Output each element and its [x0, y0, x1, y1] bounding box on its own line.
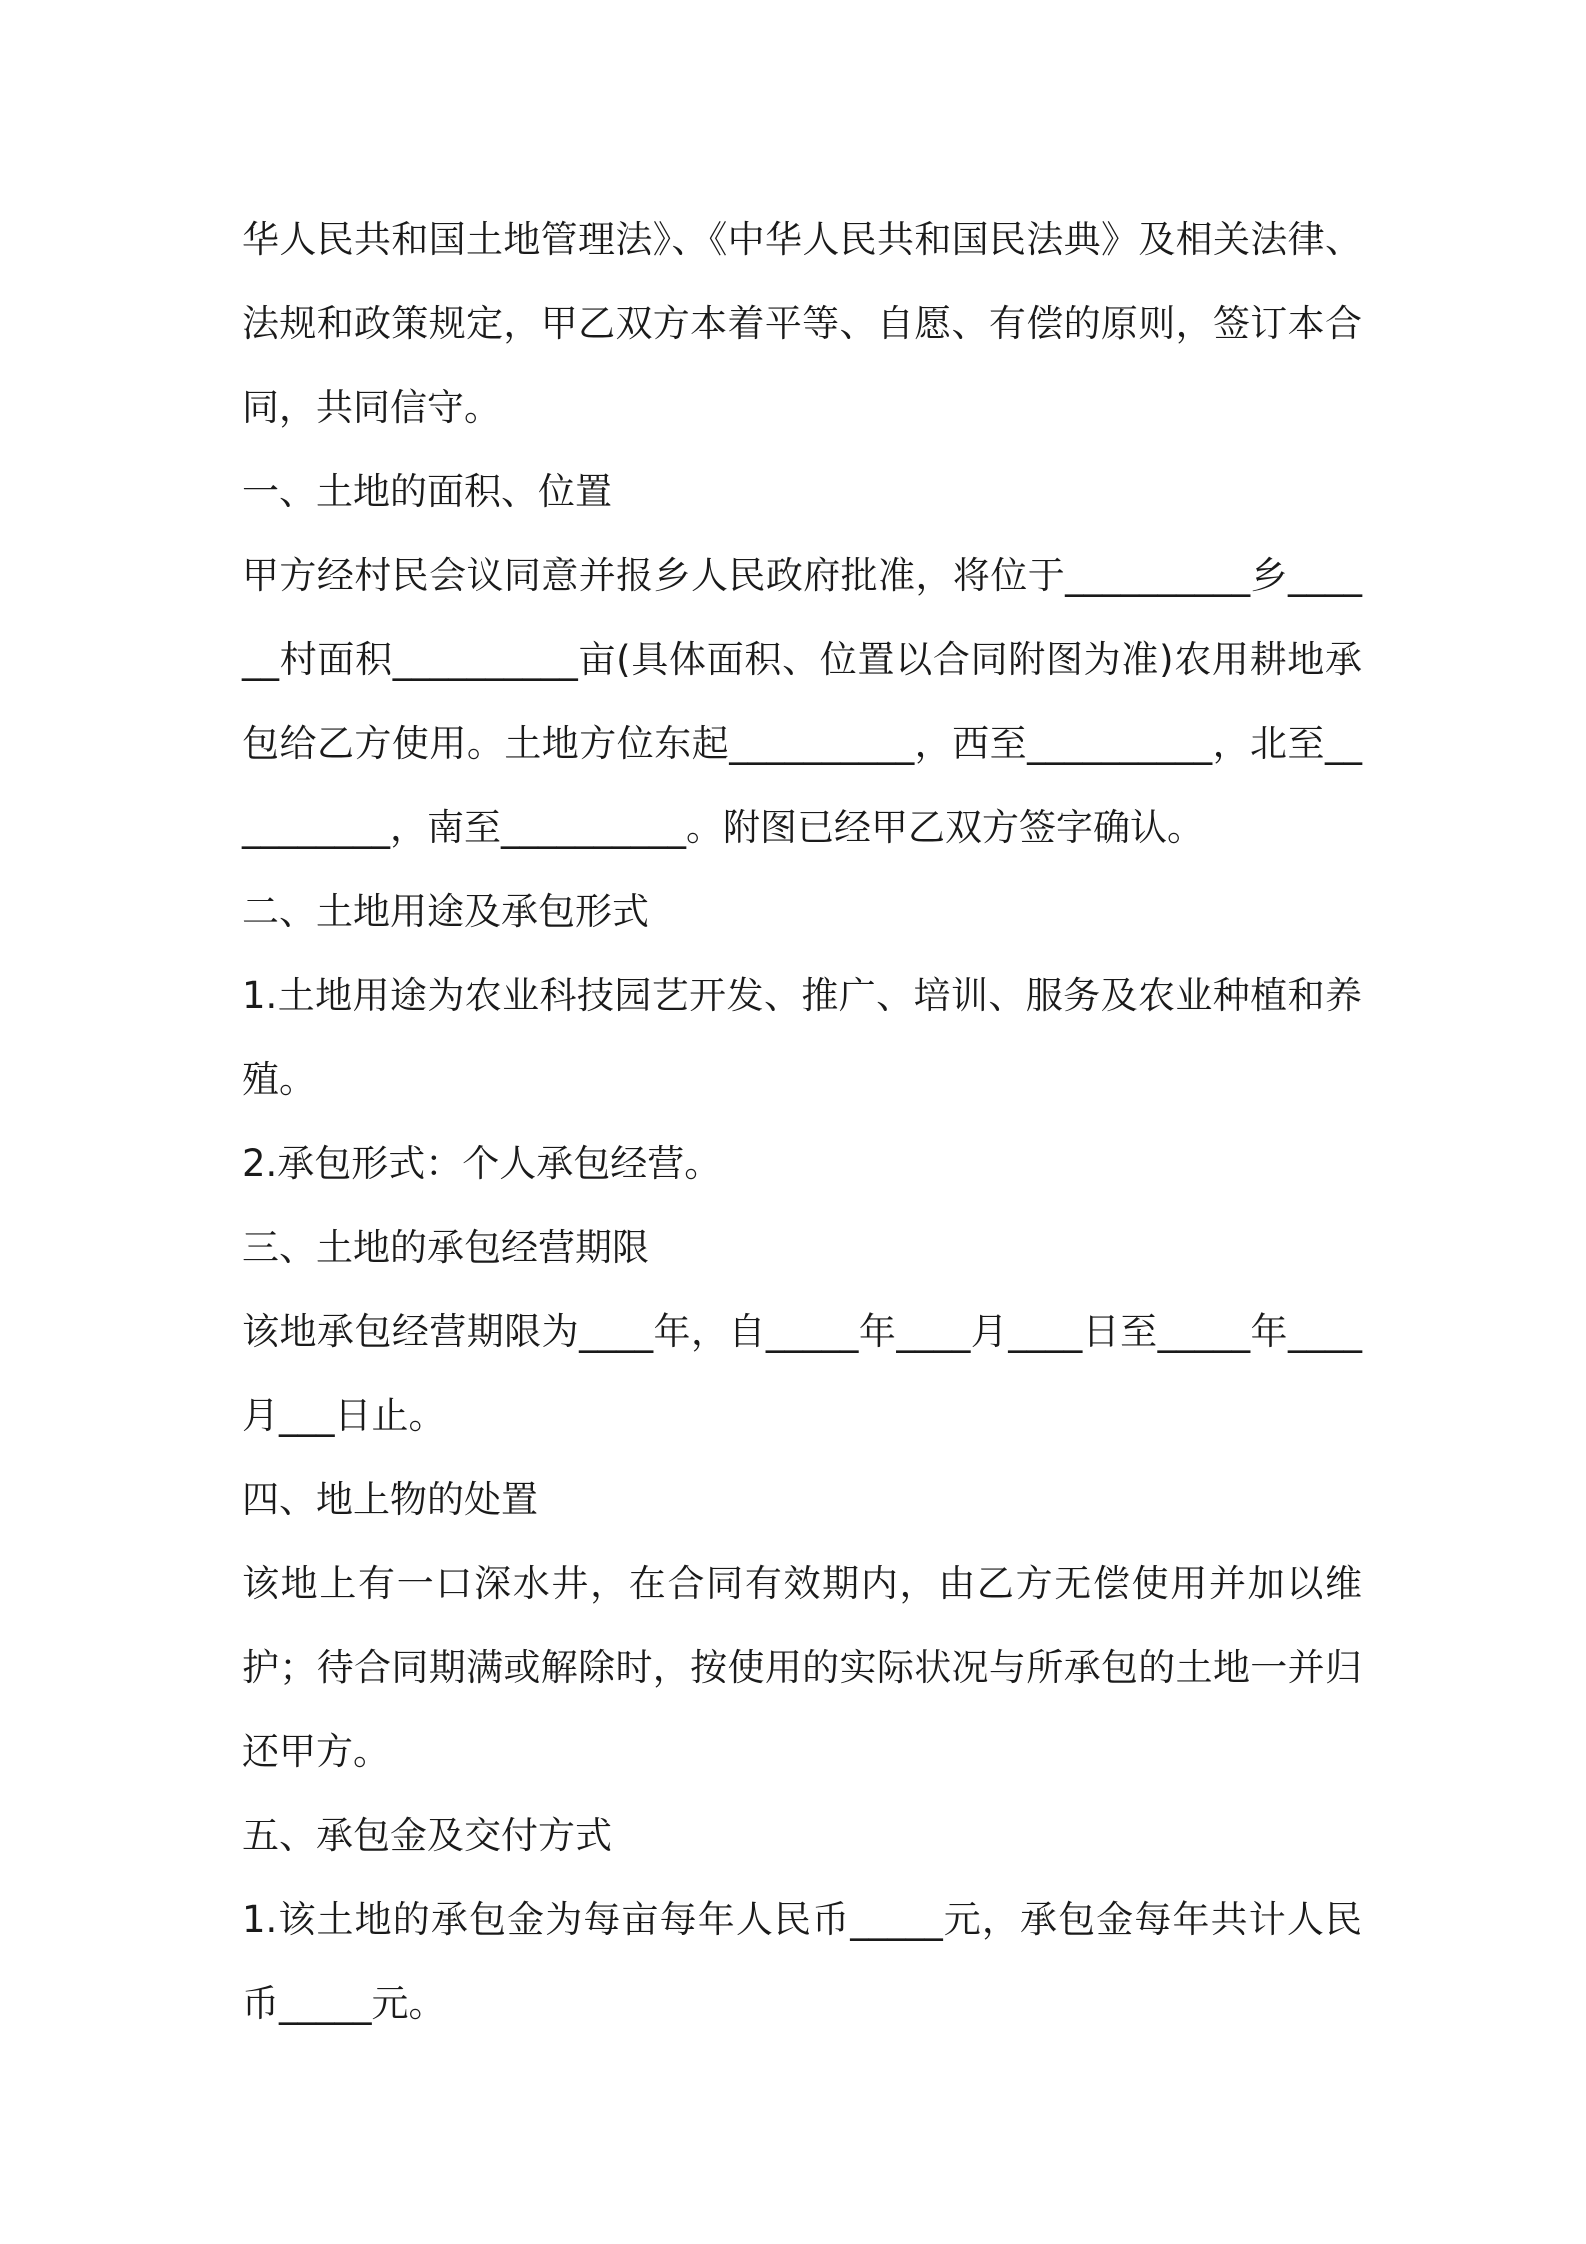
paragraph-contract-term: 该地承包经营期限为____年，自_____年____月____日至_____年____月___日止。	[242, 1310, 1362, 1437]
heading-section-3: 三、土地的承包经营期限	[242, 1226, 649, 1269]
heading-section-2: 二、土地用途及承包形式	[242, 890, 649, 933]
heading-section-5: 五、承包金及交付方式	[242, 1814, 612, 1857]
paragraph-contract-fee: 1.该土地的承包金为每亩每年人民币_____元，承包金每年共计人民币_____元。	[242, 1898, 1362, 2025]
paragraph-land-area-location: 甲方经村民会议同意并报乡人民政府批准，将位于__________乡______村面积__________亩(具体面积、位置以合同附图为准)农用耕地承包给乙方使用。土地方位东起__________，西至__________，北至__________，南至__________。附图已经甲乙双方签字确认。	[242, 554, 1362, 849]
paragraph-well-disposal: 该地上有一口深水井，在合同有效期内，由乙方无偿使用并加以维护；待合同期满或解除时，按使用的实际状况与所承包的土地一并归还甲方。	[242, 1562, 1362, 1773]
heading-section-1: 一、土地的面积、位置	[242, 470, 612, 513]
paragraph-contract-form: 2.承包形式：个人承包经营。	[242, 1142, 722, 1185]
paragraph-legal-basis: 华人民共和国土地管理法》、《中华人民共和国民法典》及相关法律、法规和政策规定，甲乙双方本着平等、自愿、有偿的原则，签订本合同，共同信守。	[242, 218, 1362, 429]
heading-section-4: 四、地上物的处置	[242, 1478, 538, 1521]
paragraph-land-use: 1.土地用途为农业科技园艺开发、推广、培训、服务及农业种植和养殖。	[242, 974, 1362, 1101]
document-body	[242, 198, 1362, 2046]
